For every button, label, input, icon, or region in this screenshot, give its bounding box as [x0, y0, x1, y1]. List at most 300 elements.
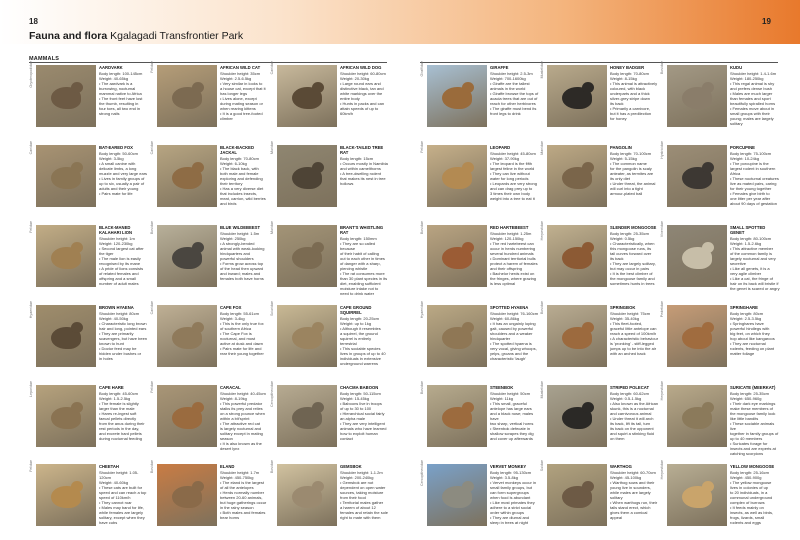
description-line: armour-plated ball: [610, 190, 643, 196]
description-line: • Steenbok defecate in: [490, 425, 531, 431]
description-line: mammal native to Africa: [99, 90, 142, 96]
description-line: Africa: [730, 170, 741, 176]
description-line: faecal pellets directly: [99, 415, 137, 421]
animal-entry: [150, 381, 270, 461]
description-line: Shoulder height: 1.05-120cm: [99, 469, 139, 480]
animal-photo: [427, 464, 487, 526]
description-line: season: [220, 435, 233, 441]
family-tag: [420, 460, 426, 526]
animal-entry: [150, 221, 270, 301]
family-tag: [270, 141, 276, 207]
animal-photo: [427, 305, 487, 367]
description-line: during nocturnal feeding: [99, 435, 142, 441]
description-line: • The porcupine is the: [730, 160, 769, 166]
animal-photo: [427, 225, 487, 287]
description-line: • Lives alone, except: [220, 95, 257, 101]
family-tag: [420, 301, 426, 367]
description-line: Weight: 2.5-3.5kg: [730, 315, 762, 321]
description-line: • Like all genets, it is a: [730, 265, 770, 271]
description-line: • They are diurnal and: [490, 514, 530, 520]
animal-description: [610, 145, 660, 196]
description-line: Shoulder height: 1-1.2m: [340, 469, 383, 475]
description-line: Weight: 3.5-8kg: [490, 474, 518, 480]
animal-photo: [427, 385, 487, 447]
animal-name: BLACK-TAILED TREE RAT: [340, 145, 384, 155]
description-line: • The rat consumes more: [340, 270, 385, 276]
family-tag: [540, 221, 546, 287]
description-line: jumps up to be into the air: [610, 345, 657, 351]
description-line: • Males may band for life,: [99, 504, 144, 510]
description-line: • They are nocturnal: [730, 340, 766, 346]
description-line: rear their young together: [220, 350, 264, 356]
family-tag-text: Canidae: [270, 61, 274, 75]
animal-photo: [667, 385, 727, 447]
description-line: solitary: [610, 494, 623, 500]
description-line: small family groups, but: [490, 484, 533, 490]
animal-photo: [667, 145, 727, 207]
description-line: big feet, on which they: [730, 330, 770, 336]
description-line: two sharp, vertical horns: [490, 420, 534, 426]
description-line: powerful shoulders: [220, 255, 254, 261]
animal-name: SURICATE (MEERKAT): [730, 385, 776, 390]
animal-description: [99, 305, 149, 361]
description-line: • The black back, with: [220, 165, 259, 171]
animal-photo: [547, 464, 607, 526]
description-line: Body length: 45-60cm: [99, 390, 138, 396]
description-line: complex of burrows: [730, 499, 765, 505]
description-line: Weight: 120-150kg: [490, 235, 524, 241]
page-number-left: 18: [29, 17, 38, 26]
description-line: the fringes, where grazing: [490, 275, 537, 281]
animal-description: [730, 225, 780, 291]
family-tag: [150, 61, 156, 127]
animal-photo: [277, 145, 337, 207]
description-line: • These nocturnal creatures: [730, 175, 779, 181]
description-line: Weight: 45-100kg: [610, 474, 642, 480]
animal-description: [340, 145, 390, 186]
description-line: • Primarily a carnivore,: [610, 105, 651, 111]
description-line: will curl into a tight: [610, 185, 643, 191]
description-line: shoulders and a weaker: [490, 330, 533, 336]
description-line: hair and long, pointed ears: [99, 325, 147, 331]
animal-name: AARDVARK: [99, 65, 123, 70]
animal-description: [730, 65, 780, 126]
description-line: underground warrens: [340, 360, 379, 366]
animal-photo: [157, 385, 217, 447]
family-tag: [29, 301, 35, 367]
animal-name: SMALL SPOTTED GENET: [730, 225, 766, 235]
animal-name: BLUE WILDEBEEST: [220, 225, 261, 230]
animal-entry: [660, 141, 780, 221]
description-line: • A pride of lions consists: [99, 265, 144, 271]
description-line: Weight: 180-250kg: [730, 75, 764, 81]
animal-entry: [270, 301, 390, 381]
animal-description: [340, 65, 390, 116]
description-line: • A characteristic behaviour: [610, 335, 659, 341]
description-line: its back: [610, 100, 624, 106]
description-line: that makes its nest in tree: [340, 175, 386, 181]
description-line: larger than the male: [99, 405, 135, 411]
animal-photo: [667, 464, 727, 526]
description-line: and their offspring: [490, 265, 522, 271]
animal-name: PORCUPINE: [730, 145, 755, 150]
description-line: exploring and defending: [220, 175, 263, 181]
family-tag: [420, 141, 426, 207]
description-line: Weight: 450-900g: [730, 474, 762, 480]
animal-photo: [547, 225, 607, 287]
description-line: for honey: [610, 115, 627, 121]
animal-entry: [660, 61, 780, 141]
description-line: when food is abundant: [490, 494, 531, 500]
description-line: and cover up afterwards: [490, 435, 533, 441]
description-line: but it has a predilection: [610, 110, 652, 116]
family-tag: [29, 221, 35, 287]
animal-description: [99, 464, 149, 525]
animal-name: CAPE FOX: [220, 305, 242, 310]
description-line: need to drink water: [340, 290, 375, 296]
description-line: and excrete hard pellets: [99, 430, 142, 436]
animal-description: [730, 145, 780, 206]
description-line: Weight: 20-30kg: [340, 75, 370, 81]
description-line: dependent on open water: [340, 484, 386, 490]
animal-name: VERVET MONKEY: [490, 464, 527, 469]
description-line: Weight: 8-19kg: [220, 395, 247, 401]
description-line: moisture intake not to: [340, 285, 379, 291]
description-line: Weight: 11kg: [490, 395, 513, 401]
description-line: • The common name: [610, 160, 647, 166]
description-line: the mongoose family and: [610, 275, 655, 281]
animal-photo: [36, 464, 96, 526]
description-line: animals who have learned: [340, 425, 387, 431]
description-line: • They cannot roar: [99, 499, 132, 505]
description-line: • They are primarily: [99, 330, 134, 336]
description-line: • Forms grow across top: [220, 260, 264, 266]
description-line: Weight: 60-86kg: [490, 315, 520, 321]
description-line: • Suricates forage for: [730, 440, 768, 446]
description-line: antelope has large ears: [490, 405, 532, 411]
animal-photo: [157, 305, 217, 367]
animal-entry: [660, 301, 780, 381]
description-line: insects, as well as birds,: [730, 509, 774, 515]
description-line: of southern Africa: [220, 325, 252, 331]
description-line: secretive: [730, 260, 747, 266]
family-tag-text: Mustelidae: [540, 381, 544, 399]
family-tag: [660, 460, 666, 526]
description-line: hindquarters and: [220, 250, 251, 256]
description-line: • This animal is attractively: [610, 80, 658, 86]
animal-name: PANGOLIN: [610, 145, 632, 150]
description-line: a squirrel, the ground: [340, 330, 378, 336]
description-line: this mongoose runs, its: [610, 245, 652, 251]
family-tag: [540, 141, 546, 207]
description-line: Body length: 60-62cm: [610, 390, 649, 396]
description-line: Weight: 40-60kg: [99, 479, 129, 485]
section-heading: MAMMALS: [29, 56, 60, 62]
animal-photo: [157, 145, 217, 207]
animal-name: HONEY BADGER: [610, 65, 645, 70]
description-line: of danger with a sharp,: [340, 260, 381, 266]
description-line: • Under threat, the animal: [610, 180, 656, 186]
family-tag-text: Canidae: [29, 141, 33, 155]
description-line: • They can live without: [490, 170, 530, 176]
page-title: [29, 30, 243, 42]
description-line: • Leopards are very strong: [490, 180, 537, 186]
animal-photo: [277, 464, 337, 526]
description-line: females both have horns: [220, 275, 264, 281]
description-line: • It is a good tree-footed: [220, 110, 263, 116]
description-line: • This fleet-footed,: [610, 320, 643, 326]
description-line: females and retain the sole: [340, 509, 389, 515]
animal-entry: [29, 301, 149, 381]
family-tag-text: Orycteropodidae: [29, 61, 33, 88]
description-line: Shoulder height: 35cm: [220, 70, 261, 76]
description-line: reach a speed of 100km/h: [610, 330, 657, 336]
family-tag: [150, 301, 156, 367]
description-line: underparts and a thick: [610, 90, 650, 96]
description-line: • The male lion is easily: [99, 255, 141, 261]
description-line: • They are largely solitary,: [610, 260, 656, 266]
description-line: • When warthogs run, their: [610, 499, 658, 505]
description-line: young; males are largely: [730, 115, 774, 121]
description-line: • Second largest cat after: [99, 245, 144, 251]
animal-photo: [36, 65, 96, 127]
description-line: anteater, as termites are: [610, 170, 654, 176]
description-line: nocturnal, and most: [220, 335, 256, 341]
description-line: terrestrial: [340, 340, 357, 346]
family-tag: [540, 301, 546, 367]
family-tag-text: Herpestidae: [660, 460, 664, 480]
description-line: recognised by its mane: [99, 260, 141, 266]
family-tag-text: Herpestidae: [660, 381, 664, 401]
description-line: tails stand erect, which: [610, 504, 651, 510]
description-line: appeal: [610, 514, 623, 520]
description-line: shallow scrapes they dig: [490, 430, 534, 436]
animal-description: [99, 225, 149, 286]
animal-name: SPOTTED HYAENA: [490, 305, 529, 310]
description-line: hop about like kangaroos: [730, 335, 775, 341]
description-line: squirrel is entirely: [340, 335, 372, 341]
description-line: and inward; males and: [220, 270, 261, 276]
animal-entry: [660, 460, 780, 540]
animal-name: STRIPED POLECAT: [610, 385, 650, 390]
description-line: Body length: 100-145cm: [99, 70, 143, 76]
description-line: diet, enabling sufficient: [340, 280, 381, 286]
animal-entry: [270, 381, 390, 461]
description-line: 3 times their own body: [490, 190, 531, 196]
animal-entry: [420, 221, 540, 301]
description-line: a harem of about 12: [340, 504, 376, 510]
family-tag: [660, 141, 666, 207]
description-line: • The Cape Fox is: [220, 330, 252, 336]
description-line: but huge gatherings occur: [220, 499, 267, 505]
description-line: protect a harem of females: [490, 260, 538, 266]
description-line: with an arched back: [610, 350, 646, 356]
description-line: Shoulder height: 1.7m: [220, 469, 260, 475]
description-line: hidden under bushes or: [99, 350, 142, 356]
animal-name: CARACAL: [220, 385, 241, 390]
animal-name: CHEETAH: [99, 464, 119, 469]
animal-entry: [150, 141, 270, 221]
animal-name: ELAND: [220, 464, 235, 469]
description-line: Weight: 3-5kg: [99, 155, 124, 161]
animal-photo: [36, 225, 96, 287]
animal-description: [490, 145, 540, 201]
description-line: while males are largely: [610, 489, 651, 495]
description-line: Weight: 8-15kg: [610, 75, 637, 81]
animal-photo: [547, 145, 607, 207]
description-line: tail curves forward over: [610, 250, 652, 256]
description-line: rodents, feeding on plant: [730, 345, 775, 351]
animal-entry: [540, 141, 660, 221]
family-tag-text: Hyaenidae: [29, 301, 33, 319]
section-rule-right: [420, 62, 778, 63]
description-line: • Hunts in packs and can: [340, 100, 385, 106]
description-line: • A strongly-bended: [220, 240, 255, 246]
family-tag-text: Felidae: [420, 141, 424, 153]
family-tag-text: Canidae: [150, 141, 154, 155]
family-tag: [540, 460, 546, 526]
family-tag-text: Muridae: [270, 221, 274, 234]
animal-entry: [420, 301, 540, 381]
description-line: Shoulder height: 60-70cm: [610, 469, 656, 475]
family-tag: [540, 61, 546, 127]
description-line: white markings over the: [340, 90, 383, 96]
description-line: • This is the only true fox: [220, 320, 264, 326]
family-tag-text: Bovidae: [540, 301, 544, 314]
family-tag-text: Bovidae: [420, 221, 424, 234]
description-line: Shoulder height: 50cm: [490, 390, 531, 396]
animal-entry: [660, 381, 780, 461]
description-line: • A small canine with: [99, 160, 136, 166]
description-line: for the pangolin is scaly: [610, 165, 652, 171]
animal-entry: [29, 381, 149, 461]
description-line: from their food: [340, 494, 366, 500]
description-line: the tiger: [99, 250, 114, 256]
family-tag: [660, 381, 666, 447]
description-line: adhere to a strict social: [490, 504, 532, 510]
description-line: Body length: 95-130cm: [490, 469, 532, 475]
family-tag: [150, 221, 156, 287]
description-line: communal underground: [730, 494, 773, 500]
family-tag: [150, 141, 156, 207]
description-line: up to 40 members: [730, 435, 763, 441]
description-line: • These cats are built for: [99, 484, 143, 490]
description-line: • This powerful predator: [220, 400, 263, 406]
description-line: water for long periods: [490, 175, 529, 181]
description-line: Body length: 25-35cm: [730, 390, 769, 396]
description-line: • This small, graceful: [490, 400, 527, 406]
animal-description: [730, 385, 780, 456]
family-tag-text: Muridae: [270, 141, 274, 154]
description-line: and birds: [220, 200, 237, 206]
animal-description: [730, 305, 780, 356]
description-line: and squirt a stinking fluid: [610, 430, 655, 436]
description-line: adults and their young: [99, 185, 139, 191]
description-line: stalks its prey and relies: [220, 405, 263, 411]
animal-entry: [660, 221, 780, 301]
description-line: known to hunt: [99, 340, 124, 346]
animal-description: [730, 464, 780, 525]
description-line: to 20 individuals, in a: [730, 489, 768, 495]
family-tag-text: Leporidae: [29, 381, 33, 397]
animal-photo: [667, 305, 727, 367]
description-line: right to mate with them: [340, 514, 381, 520]
description-line: • They are very intelligent: [340, 420, 385, 426]
description-line: • It has an ungainly loping: [490, 320, 536, 326]
description-line: • This attractive member: [730, 245, 774, 251]
description-line: • Their dark eye markings: [730, 400, 776, 406]
description-line: Shoulder height: 1.25m: [490, 230, 532, 236]
description-line: Weight: 1.5-2.5kg: [99, 395, 131, 401]
animal-entry: [540, 61, 660, 141]
description-line: • Vervet monkeys occur in: [490, 479, 537, 485]
description-line: the thumb, resulting in: [99, 100, 139, 106]
animal-description: [340, 385, 390, 441]
description-line: • They are so called because: [340, 240, 376, 251]
description-line: Weight: 650-960g: [730, 395, 762, 401]
description-line: characteristic 'laugh': [490, 355, 526, 361]
description-line: bear horns: [220, 514, 240, 520]
description-line: Shoulder height: 1.4-1.6m: [730, 70, 777, 76]
description-line: Weight: 40-65kg: [99, 75, 129, 81]
description-line: Body length: 25-35cm: [610, 230, 649, 236]
description-line: Shoulder height: 60-80cm: [340, 70, 386, 76]
description-line: have cubs: [99, 519, 118, 525]
family-tag-text: Pedetidae: [660, 301, 664, 318]
animal-entry: [540, 460, 660, 540]
animal-entry: [270, 61, 390, 141]
description-line: muzzle and very large ears: [99, 170, 148, 176]
animal-name: CHACMA BABOON: [340, 385, 379, 390]
description-line: Weight: 120-230kg: [99, 240, 133, 246]
description-line: active at dusk and dawn: [220, 340, 263, 346]
description-line: an alpha male: [340, 415, 366, 421]
family-tag-text: Bovidae: [270, 460, 274, 473]
description-line: that includes insects,: [220, 190, 258, 196]
description-line: small groups with their: [730, 110, 770, 116]
animal-description: [610, 464, 660, 520]
description-line: solitary, except when they: [99, 514, 145, 520]
description-line: Weight: 37-90kg: [490, 155, 520, 161]
description-line: in holes: [99, 355, 113, 361]
description-line: insects and are experts at: [730, 445, 776, 451]
animal-entry: [420, 381, 540, 461]
description-line: Weight: 0.5kg: [610, 235, 635, 241]
description-line: • Females give birth to: [730, 190, 770, 196]
family-tag: [420, 61, 426, 127]
description-line: and carnivorous animal: [610, 410, 652, 416]
animal-photo: [157, 464, 217, 526]
description-line: hindquarter: [490, 335, 511, 341]
description-line: • The leopard is the fifth: [490, 160, 533, 166]
animal-description: [99, 385, 149, 441]
animal-entry: [270, 141, 390, 221]
description-line: • It feeds mainly on: [730, 504, 764, 510]
description-line: Body length: 25-16cm: [730, 469, 769, 475]
animal-name: CAPE HARE: [99, 385, 124, 390]
family-tag: [270, 61, 276, 127]
description-line: Weight: 250kg: [220, 235, 246, 241]
description-line: scavengers, but have been: [99, 335, 148, 341]
description-line: • The red hartebeest can: [490, 240, 534, 246]
description-line: • Both males and females: [220, 509, 266, 515]
animal-description: [490, 464, 540, 525]
title-bold: Fauna and flora: [29, 30, 108, 42]
description-line: • Springhares have: [730, 320, 764, 326]
animal-photo: [427, 145, 487, 207]
family-tag-text: Hystricidae: [660, 141, 664, 159]
description-line: animals in the world: [490, 85, 526, 91]
